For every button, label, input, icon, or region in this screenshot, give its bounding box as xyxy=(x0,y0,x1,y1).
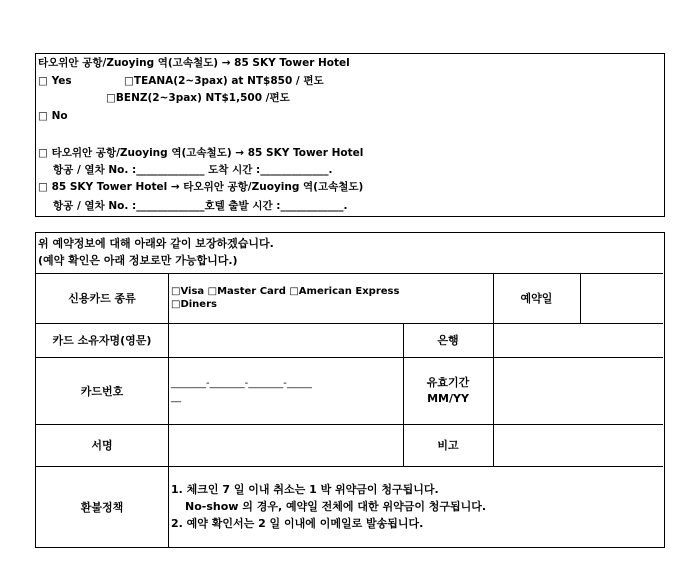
teana-option[interactable]: □TEANA(2~3pax) at NT$850 / 편도 xyxy=(124,75,324,87)
cardholder-name-label: 카드 소유자명(영문) xyxy=(52,334,152,347)
bank-label: 은행 xyxy=(437,334,459,347)
card-options-line-1[interactable]: □Visa □Master Card □American Express xyxy=(171,286,400,297)
remarks-label: 비고 xyxy=(437,439,459,452)
booking-date-label: 예약일 xyxy=(520,292,553,305)
guarantee-notice-line-1: 위 예약정보에 대해 아래와 같이 보장하겠습니다. xyxy=(38,237,274,250)
cardholder-name-field[interactable] xyxy=(168,323,403,357)
policy-line-3: 2. 예약 확인서는 2 일 이내에 이메일로 발송됩니다. xyxy=(171,517,424,530)
transport-route-line: 타오위안 공항/Zuoying 역(고속철도) → 85 SKY Tower Hotel xyxy=(38,57,350,69)
expiry-label-line-1: 유효기간 xyxy=(426,375,470,389)
policy-line-2: No-show 의 경우, 예약일 전체에 대한 위약금이 청구됩니다. xyxy=(185,500,487,513)
refund-policy-text xyxy=(171,466,661,547)
card-number-field[interactable] xyxy=(171,357,401,424)
dropoff-flight-field[interactable]: 항공 / 열차 No. :_____________호텔 출발 시간 :____________. xyxy=(53,200,348,212)
benz-option[interactable]: □BENZ(2~3pax) NT$1,500 /편도 xyxy=(106,92,290,104)
expiry-label-line-2: MM/YY xyxy=(427,391,469,405)
card-type-label: 신용카드 종류 xyxy=(68,292,136,305)
guarantee-notice xyxy=(38,235,274,269)
dropoff-checkbox[interactable]: □ 85 SKY Tower Hotel → 타오위안 공항/Zuoying 역(고속철도) xyxy=(38,181,364,193)
bank-field[interactable] xyxy=(493,323,663,357)
policy-line-1: 1. 체크인 7 일 이내 취소는 1 박 위약금이 청구됩니다. xyxy=(171,483,439,496)
guarantee-notice-line-2: (예약 확인은 아래 정보로만 가능합니다.) xyxy=(38,254,238,267)
yes-checkbox[interactable]: □ Yes xyxy=(38,75,72,87)
card-number-blank-1[interactable]: _______-_______-_______-_____ xyxy=(171,377,312,389)
card-number-blank-2[interactable]: __ xyxy=(171,391,181,403)
transport-section xyxy=(35,53,665,217)
signature-field[interactable] xyxy=(168,424,403,466)
expiry-label xyxy=(403,357,493,424)
pickup-checkbox[interactable]: □ 타오위안 공항/Zuoying 역(고속철도) → 85 SKY Tower Hotel xyxy=(38,147,364,159)
card-number-label: 카드번호 xyxy=(80,384,124,398)
expiry-field[interactable] xyxy=(493,357,663,424)
remarks-field[interactable] xyxy=(493,424,663,466)
card-options-line-2[interactable]: □Diners xyxy=(171,299,217,310)
column-divider xyxy=(168,273,169,548)
card-type-options[interactable] xyxy=(171,273,491,323)
signature-label: 서명 xyxy=(91,439,113,452)
booking-date-field[interactable] xyxy=(580,273,663,323)
card-guarantee-section xyxy=(35,232,665,548)
refund-policy-label: 환불정책 xyxy=(80,500,124,514)
pickup-flight-field[interactable]: 항공 / 열차 No. :_____________ 도착 시간 :_____________. xyxy=(53,164,333,176)
no-checkbox[interactable]: □ No xyxy=(38,110,68,122)
